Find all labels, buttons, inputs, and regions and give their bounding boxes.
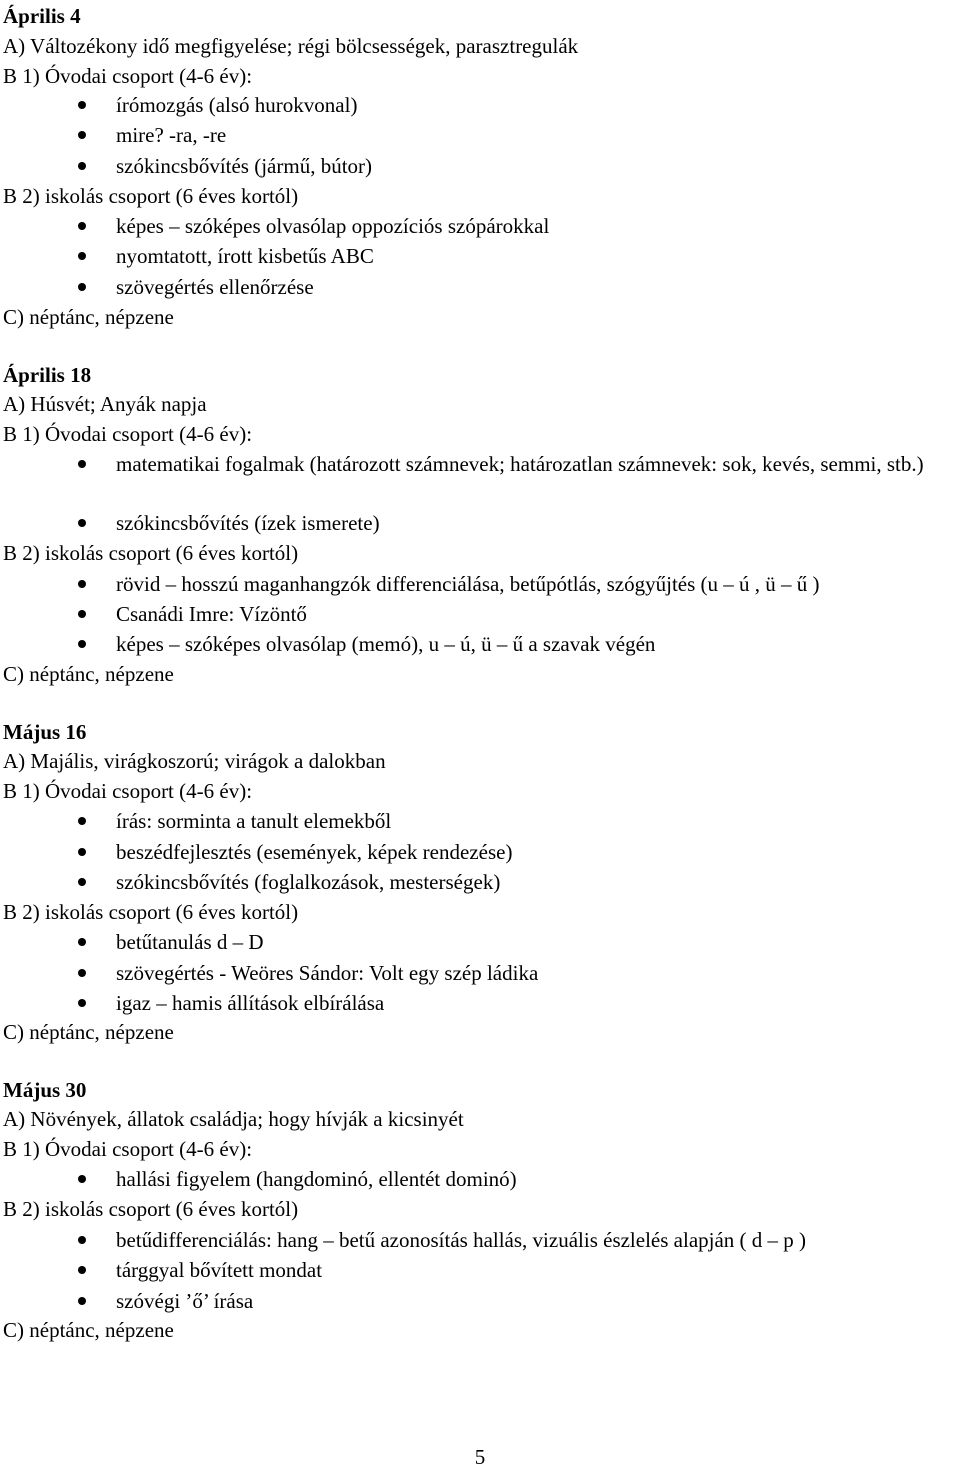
list-item-text: hallási figyelem (hangdominó, ellentét dominó) — [116, 1167, 517, 1191]
section-topic: A) Változékony idő megfigyelése; régi bölcsességek, parasztregulák — [3, 34, 579, 58]
bullet-icon — [78, 817, 86, 825]
group2-label: B 2) iskolás csoport (6 éves kortól) — [3, 541, 299, 565]
list-item-text: szókincsbővítés (foglalkozások, mesterségek) — [116, 870, 501, 894]
group1-label: B 1) Óvodai csoport (4-6 év): — [3, 422, 253, 446]
bullet-icon — [78, 848, 86, 856]
section-closing: C) néptánc, népzene — [3, 1318, 174, 1342]
group2-label: B 2) iskolás csoport (6 éves kortól) — [3, 900, 299, 924]
bullet-icon — [78, 878, 86, 886]
section-topic: A) Húsvét; Anyák napja — [3, 392, 207, 416]
list-item-text: írás: sorminta a tanult elemekből — [116, 809, 392, 833]
list-item-text: írómozgás (alsó hurokvonal) — [116, 93, 358, 117]
section-topic: A) Növények, állatok családja; hogy hívják a kicsinyét — [3, 1107, 464, 1131]
bullet-icon — [78, 101, 86, 109]
list-item-text: mire? -ra, -re — [116, 123, 227, 147]
bullet-icon — [78, 162, 86, 170]
list-item-text: képes – szóképes olvasólap oppozíciós szópárokkal — [116, 214, 550, 238]
list-item-text: igaz – hamis állítások elbírálása — [116, 991, 385, 1015]
bullet-icon — [78, 938, 86, 946]
list-item-text: Csanádi Imre: Vízöntő — [116, 602, 307, 626]
list-item-text: szókincsbővítés (ízek ismerete) — [116, 511, 380, 535]
list-item-text: betűtanulás d – D — [116, 930, 264, 954]
list-item-text: szóvégi ’ő’ írása — [116, 1289, 254, 1313]
list-item-text: nyomtatott, írott kisbetűs ABC — [116, 244, 374, 268]
list-item-text: szövegértés - Weöres Sándor: Volt egy szép ládika — [116, 961, 539, 985]
section-title: Április 4 — [3, 4, 81, 28]
bullet-icon — [78, 222, 86, 230]
section-title: Május 30 — [3, 1078, 87, 1102]
group1-label: B 1) Óvodai csoport (4-6 év): — [3, 64, 253, 88]
bullet-icon — [78, 460, 86, 468]
section-closing: C) néptánc, népzene — [3, 662, 174, 686]
bullet-icon — [78, 999, 86, 1007]
bullet-icon — [78, 131, 86, 139]
bullet-icon — [78, 1175, 86, 1183]
bullet-icon — [78, 610, 86, 618]
bullet-icon — [78, 580, 86, 588]
list-item-text: beszédfejlesztés (események, képek rendezése) — [116, 840, 513, 864]
section-topic: A) Majális, virágkoszorú; virágok a dalokban — [3, 749, 386, 773]
group2-label: B 2) iskolás csoport (6 éves kortól) — [3, 184, 299, 208]
list-item-text: szövegértés ellenőrzése — [116, 275, 314, 299]
bullet-icon — [78, 640, 86, 648]
section-title: Április 18 — [3, 363, 92, 387]
section-title: Május 16 — [3, 720, 87, 744]
bullet-icon — [78, 1236, 86, 1244]
group1-label: B 1) Óvodai csoport (4-6 év): — [3, 779, 253, 803]
list-item-text: szókincsbővítés (jármű, bútor) — [116, 154, 373, 178]
bullet-icon — [78, 252, 86, 260]
page-number: 5 — [474, 1445, 486, 1469]
bullet-icon — [78, 519, 86, 527]
bullet-icon — [78, 969, 86, 977]
bullet-icon — [78, 1297, 86, 1305]
list-item-text: matematikai fogalmak (határozott számnevek; határozatlan számnevek: sok, kevés, semmi, stb.) — [116, 452, 924, 476]
section-closing: C) néptánc, népzene — [3, 1020, 174, 1044]
list-item-text: képes – szóképes olvasólap (memó), u – ú, ü – ű a szavak végén — [116, 632, 656, 656]
bullet-icon — [78, 283, 86, 291]
bullet-icon — [78, 1266, 86, 1274]
group2-label: B 2) iskolás csoport (6 éves kortól) — [3, 1197, 299, 1221]
list-item-text: rövid – hosszú maganhangzók differenciálása, betűpótlás, szógyűjtés (u – ú , ü – ű ) — [116, 572, 820, 596]
group1-label: B 1) Óvodai csoport (4-6 év): — [3, 1137, 253, 1161]
section-closing: C) néptánc, népzene — [3, 305, 174, 329]
list-item-text: tárggyal bővített mondat — [116, 1258, 323, 1282]
list-item-text: betűdifferenciálás: hang – betű azonosítás hallás, vizuális észlelés alapján ( d – p ) — [116, 1228, 807, 1252]
